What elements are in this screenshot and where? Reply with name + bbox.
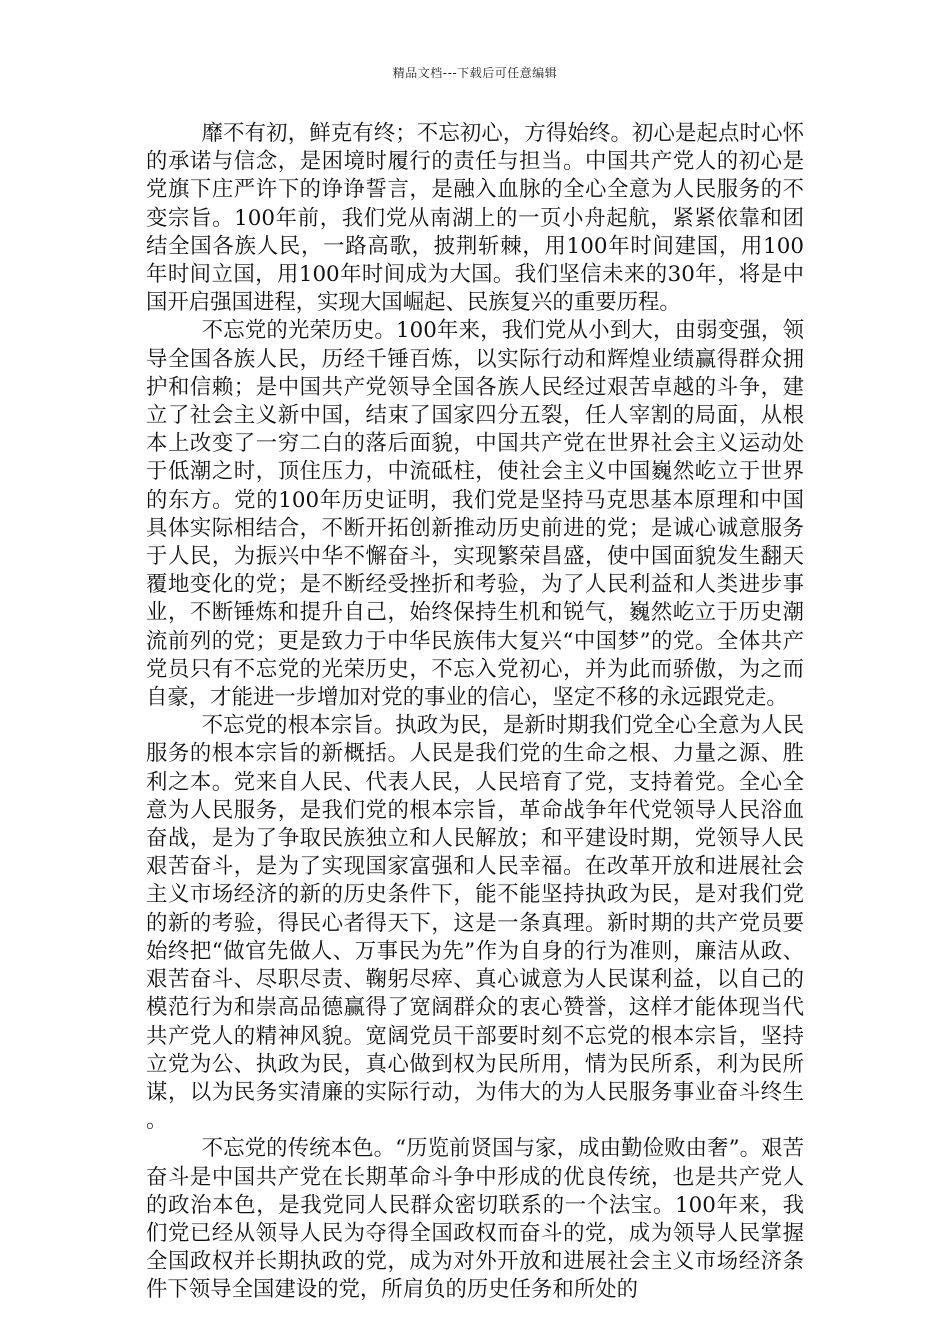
document-body	[146, 120, 804, 1305]
paragraph-fundamental-purpose: 不忘党的根本宗旨。执政为民，是新时期我们党全心全意为人民服务的根本宗旨的新概括。人民是我们党的生命之根、力量之源、胜利之本。党来自人民、代表人民，人民培育了党，支持着党。全心全意为人民服务，是我们党的根本宗旨，革命战争年代党领导人民浴血奋战，是为了争取民族独立和人民解放；和平建设时期，党领导人民艰苦奋斗，是为了实现国家富强和人民幸福。在改革开放和进展社会主义市场经济的新的历史条件下，能不能坚持执政为民，是对我们党的新的考验，得民心者得天下，这是一条真理。新时期的共产党员要始终把“做官先做人、万事民为先”作为自身的行为准则，廉洁从政、艰苦奋斗、尽职尽责、鞠躬尽瘁、真心诚意为人民谋利益，以自己的模范行为和崇高品德赢得了宽阔群众的衷心赞誉，这样才能体现当代共产党人的精神风貌。宽阔党员干部要时刻不忘党的根本宗旨，坚持立党为公、执政为民，真心做到权为民所用，情为民所系，利为民所谋，以为民务实清廉的实际行动，为伟大的为人民服务事业奋斗终生。	[146, 713, 804, 1134]
paragraph-intro: 靡不有初，鲜克有终；不忘初心，方得始终。初心是起点时心怀的承诺与信念，是困境时履行的责任与担当。中国共产党人的初心是党旗下庄严许下的诤诤誓言，是融入血脉的全心全意为人民服务的不变宗旨。100年前，我们党从南湖上的一页小舟起航，紧紧依靠和团结全国各族人民，一路高歌，披荆斩棘，用100年时间建国，用100年时间立国，用100年时间成为大国。我们坚信未来的30年，将是中国开启强国进程，实现大国崛起、民族复兴的重要历程。	[146, 121, 804, 316]
page-header: 精品文档---下载后可任意编辑	[392, 66, 558, 80]
paragraph-traditional-character: 不忘党的传统本色。“历览前贤国与家，成由勤俭败由奢”。艰苦奋斗是中国共产党在长期革命斗争中形成的优良传统，也是共产党人的政治本色，是我党同人民群众密切联系的一个法宝。100年来，我们党已经从领导人民为夺得全国政权而奋斗的党，成为领导人民掌握全国政权并长期执政的党，成为对外开放和进展社会主义市场经济条件下领导全国建设的党，所肩负的历史任务和所处的	[146, 1136, 804, 1303]
paragraph-glorious-history: 不忘党的光荣历史。100年来，我们党从小到大，由弱变强，领导全国各族人民，历经千锤百炼，以实际行动和辉煌业绩赢得群众拥护和信赖；是中国共产党领导全国各族人民经过艰苦卓越的斗争，建立了社会主义新中国，结束了国家四分五裂，任人宰割的局面，从根本上改变了一穷二白的落后面貌，中国共产党在世界社会主义运动处于低潮之时，顶住压力，中流砥柱，使社会主义中国巍然屹立于世界的东方。党的100年历史证明，我们党是坚持马克思基本原理和中国具体实际相结合，不断开拓创新推动历史前进的党；是诚心诚意服务于人民，为振兴中华不懈奋斗，实现繁荣昌盛，使中国面貌发生翻天覆地变化的党；是不断经受挫折和考验，为了人民利益和人类进步事业，不断锤炼和提升自己，始终保持生机和锐气，巍然屹立于历史潮流前列的党；更是致力于中华民族伟大复兴“中国梦”的党。全体共产党员只有不忘党的光荣历史，不忘入党初心，并为此而骄傲，为之而自豪，才能进一步增加对党的事业的信心，坚定不移的永远跟党走。	[146, 318, 804, 711]
